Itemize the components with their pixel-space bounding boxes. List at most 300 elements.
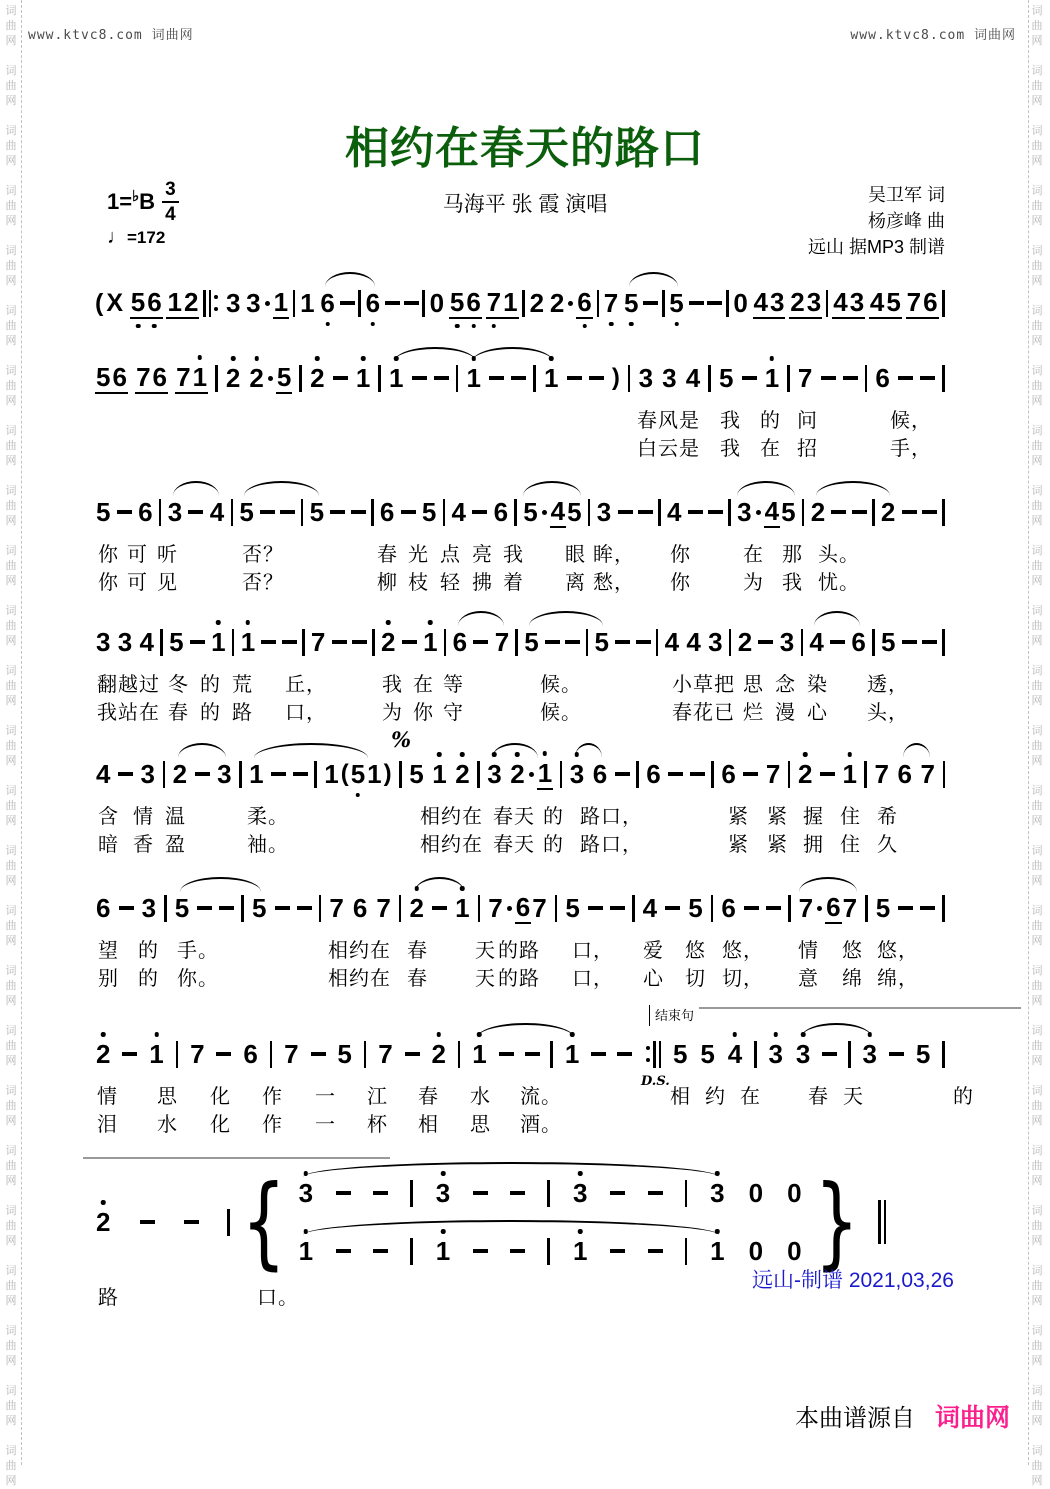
lyric-syllable: 的 xyxy=(138,968,159,990)
note-cluster xyxy=(452,627,468,657)
border-char: 词 xyxy=(5,545,17,557)
note: 6 xyxy=(721,893,736,923)
border-char: 曲 xyxy=(1031,620,1043,632)
lyric-syllable: 春 xyxy=(407,968,428,990)
note-cluster xyxy=(797,363,813,393)
barline xyxy=(729,629,732,656)
lyric-syllable: 春 xyxy=(808,1086,829,1108)
dash-note xyxy=(336,1191,351,1195)
note-cluster xyxy=(486,287,519,319)
note: 1 xyxy=(167,287,182,317)
border-char: 曲 xyxy=(1031,1340,1043,1352)
border-char: 词 xyxy=(1031,185,1043,197)
barline xyxy=(399,895,402,922)
dash-note xyxy=(401,510,416,514)
border-char: 词 xyxy=(1031,65,1043,77)
note-cluster xyxy=(732,288,748,318)
note-cluster xyxy=(166,287,199,319)
barline xyxy=(302,629,305,656)
border-char: 曲 xyxy=(1031,980,1043,992)
dash-note xyxy=(831,510,846,514)
lyric-syllable: 头。 xyxy=(818,544,860,566)
lyric-syllable: 紧 xyxy=(728,834,749,856)
dash-note xyxy=(330,510,345,514)
border-char: 网 xyxy=(5,1235,17,1247)
note-cluster xyxy=(310,627,326,657)
border-char: 网 xyxy=(5,515,17,527)
border-char: 曲 xyxy=(1031,140,1043,152)
border-char: 曲 xyxy=(5,620,17,632)
dash-note xyxy=(525,1052,540,1056)
border-char: 曲 xyxy=(5,260,17,272)
note-cluster xyxy=(141,893,157,923)
lyric-syllable: 我 xyxy=(782,572,803,594)
border-char: 曲 xyxy=(5,800,17,812)
barline xyxy=(160,629,163,656)
note: 6 xyxy=(352,893,368,923)
barline xyxy=(685,1180,688,1207)
note: 5 xyxy=(96,362,111,392)
border-char: 词 xyxy=(1031,245,1043,257)
note: 4 xyxy=(642,893,658,923)
note: 7 xyxy=(486,287,502,319)
note-cluster: 1 ( 5 1 ) xyxy=(323,759,392,789)
note: 3 xyxy=(779,627,795,657)
note-cluster xyxy=(862,1039,878,1069)
lyric-syllable: 相约在 xyxy=(328,968,391,990)
note-cluster xyxy=(380,627,396,657)
note: 4 xyxy=(451,497,466,527)
note-cluster xyxy=(375,893,391,923)
barline xyxy=(872,629,875,656)
lyric-syllable: 可 xyxy=(127,572,148,594)
border-char: 网 xyxy=(5,935,17,947)
border-char: 词 xyxy=(1031,425,1043,437)
barline xyxy=(788,761,791,788)
barline xyxy=(636,761,639,788)
lyric-syllable: 情 xyxy=(133,806,154,828)
note-cluster xyxy=(543,363,559,393)
note: 7 xyxy=(176,362,191,392)
note-cluster xyxy=(841,759,857,789)
dash-note xyxy=(902,640,917,644)
border-char: 词 xyxy=(1031,785,1043,797)
lyric-syllable: 口， xyxy=(572,968,614,990)
border-char: 曲 xyxy=(1031,800,1043,812)
tie-slur-arc xyxy=(492,743,538,758)
border-char: 网 xyxy=(5,95,17,107)
border-char: 网 xyxy=(1031,815,1043,827)
ds-marking: D.S. xyxy=(641,1074,670,1089)
border-char: 网 xyxy=(5,455,17,467)
dash-note xyxy=(297,906,312,910)
note-cluster xyxy=(685,363,701,393)
lyric-syllable: 切， xyxy=(722,968,764,990)
lyric-syllable: 的 xyxy=(543,806,564,828)
note: 7 xyxy=(797,363,813,393)
lyric-syllable: 约 xyxy=(705,1086,726,1108)
note-cluster xyxy=(365,288,381,318)
dash-note xyxy=(821,376,836,380)
dash-note xyxy=(140,1220,155,1224)
note-cluster xyxy=(786,1236,802,1266)
border-char: 网 xyxy=(1031,995,1043,1007)
note-cluster xyxy=(572,1236,588,1266)
border-char: 词 xyxy=(1031,1265,1043,1277)
barline xyxy=(378,365,381,392)
border-char: 网 xyxy=(1031,275,1043,287)
lyric-syllable: 情 xyxy=(97,1086,118,1108)
dash-note xyxy=(742,376,757,380)
lyric-syllable: 的路 xyxy=(498,968,540,990)
border-char: 词 xyxy=(1031,905,1043,917)
barline xyxy=(478,895,481,922)
note-cluster xyxy=(748,1236,764,1266)
lyric-syllable: 杯 xyxy=(367,1114,388,1136)
note: 2 xyxy=(183,287,199,317)
dash-note xyxy=(373,1191,388,1195)
lyric-syllable: 作 xyxy=(262,1086,283,1108)
performers: 马海平 张 霞 演唱 xyxy=(442,193,608,216)
border-char: 词 xyxy=(1031,725,1043,737)
dash-note xyxy=(434,376,449,380)
lyric-syllable: 拥 xyxy=(803,834,824,856)
note: 5 xyxy=(524,627,539,657)
note: 1 xyxy=(249,759,264,789)
note: 6 xyxy=(146,287,162,319)
border-char: 词 xyxy=(1031,1085,1043,1097)
note: 5 xyxy=(421,497,437,527)
lyric-syllable: 问 xyxy=(797,410,818,432)
note-cluster xyxy=(720,893,736,923)
lyric-syllable: 紧 xyxy=(767,806,788,828)
dash-note xyxy=(412,376,427,380)
lyric-syllable: 春天 xyxy=(493,834,535,856)
note-cluster xyxy=(298,1178,314,1208)
lyric-syllable: 紧 xyxy=(767,834,788,856)
barline xyxy=(826,290,829,317)
barline xyxy=(942,290,945,317)
note-cluster xyxy=(880,497,896,527)
dash-note xyxy=(118,772,133,776)
note: 7 xyxy=(765,759,781,789)
note: 1 xyxy=(240,627,256,657)
border-char: 网 xyxy=(5,875,17,887)
lyric-syllable: 一 xyxy=(315,1086,336,1108)
border-char: 曲 xyxy=(1031,1460,1043,1472)
barline xyxy=(728,499,731,526)
lyric-syllable: 我 xyxy=(382,674,403,696)
note-cluster xyxy=(638,363,654,393)
note: 0 xyxy=(748,1178,764,1208)
border-char: 网 xyxy=(5,215,17,227)
note: 7 xyxy=(488,893,503,923)
border-char: 网 xyxy=(5,1475,17,1487)
barline xyxy=(547,1238,550,1265)
composer-credit: 杨彦峰 曲 xyxy=(867,211,945,231)
lyric-syllable: 春 xyxy=(418,1086,439,1108)
border-char: 网 xyxy=(5,155,17,167)
segno-icon: % xyxy=(391,726,412,752)
dash-note xyxy=(707,301,722,305)
border-char: 词 xyxy=(5,965,17,977)
barline xyxy=(754,1041,757,1068)
dash-note xyxy=(889,1052,904,1056)
note: 2 xyxy=(529,288,545,318)
border-char: 网 xyxy=(1031,515,1043,527)
dash-note xyxy=(902,510,917,514)
lyric-syllable: 亮 xyxy=(472,544,493,566)
note: 6 xyxy=(851,627,866,657)
note: 2 xyxy=(509,759,525,789)
border-char: 曲 xyxy=(5,1400,17,1412)
note: 2 xyxy=(454,759,470,789)
border-char: 网 xyxy=(5,1295,17,1307)
note-cluster xyxy=(737,627,753,657)
note: 6 xyxy=(379,497,395,527)
lyric-syllable: 相 xyxy=(418,1114,439,1136)
note-cluster xyxy=(95,1039,111,1069)
lyric-syllable: 江 xyxy=(367,1086,388,1108)
note-cluster xyxy=(95,497,111,527)
note: 7 xyxy=(376,893,391,923)
lyric-syllable: 泪 xyxy=(97,1114,118,1136)
dash-note xyxy=(588,906,603,910)
border-char: 曲 xyxy=(5,440,17,452)
lyric-syllable: 天 xyxy=(843,1086,864,1108)
note-cluster xyxy=(786,1178,802,1208)
border-char: 网 xyxy=(5,275,17,287)
lyric-syllable: 天 xyxy=(475,968,496,990)
note-cluster xyxy=(299,288,315,318)
note-cluster xyxy=(95,1207,111,1237)
barline xyxy=(443,499,446,526)
note: 3 xyxy=(246,288,261,318)
lyric-syllable: 候， xyxy=(890,410,932,432)
note-cluster xyxy=(850,627,866,657)
note: 2 xyxy=(880,497,896,527)
intro-marker: (X xyxy=(95,288,126,317)
note: 4 xyxy=(686,627,701,657)
dash-note xyxy=(405,1052,420,1056)
note: 7 xyxy=(329,893,344,923)
note-cluster xyxy=(687,893,703,923)
border-char: 词 xyxy=(5,1445,17,1457)
note-cluster xyxy=(408,759,424,789)
barline xyxy=(314,761,317,788)
footer-site-link[interactable]: 词曲网 xyxy=(935,1404,1011,1432)
note-cluster xyxy=(808,627,824,657)
lyric-syllable: 口， xyxy=(285,702,327,724)
note: 1 xyxy=(841,759,857,789)
note: 1 xyxy=(298,1236,314,1266)
transcription-date: 远山-制谱 2021,03,26 xyxy=(752,1269,954,1292)
note-cluster xyxy=(175,362,208,394)
lyric-syllable: 在 xyxy=(760,438,781,460)
note: 3 xyxy=(806,287,822,317)
score-line xyxy=(95,360,945,460)
lyric-syllable: 透， xyxy=(867,674,909,696)
note: 0 xyxy=(733,288,748,318)
lyric-syllable: 翻越过 xyxy=(97,674,160,696)
note-cluster xyxy=(167,497,183,527)
lyric-syllable: 春 xyxy=(407,940,428,962)
note: 2 xyxy=(409,893,425,923)
lyric-syllable: 心 xyxy=(643,968,664,990)
lyric-syllable: 希 xyxy=(877,806,898,828)
note: 5 xyxy=(169,627,184,657)
dash-note xyxy=(638,510,653,514)
tie-slur-arc xyxy=(799,877,857,892)
note: 6 xyxy=(646,759,661,789)
key-prefix: 1= xyxy=(107,189,133,214)
note-cluster xyxy=(245,287,289,319)
note-cluster xyxy=(135,362,168,394)
note: 5 xyxy=(875,893,891,923)
note-cluster xyxy=(430,1039,446,1069)
border-char: 网 xyxy=(5,1055,17,1067)
note-cluster xyxy=(920,759,936,789)
notation-row xyxy=(95,494,945,530)
border-char: 词 xyxy=(1031,485,1043,497)
note-cluster xyxy=(789,287,822,319)
lyric-syllable: 荒 xyxy=(232,674,253,696)
border-char: 曲 xyxy=(1031,200,1043,212)
tie-slur-arc xyxy=(814,611,861,626)
dash-note xyxy=(898,376,913,380)
notation-row xyxy=(95,624,945,660)
note: 6 xyxy=(452,627,468,657)
note: 1 xyxy=(564,1039,580,1069)
note-cluster xyxy=(422,627,438,657)
dash-note xyxy=(643,301,658,305)
lyric-syllable: 拂 xyxy=(472,572,493,594)
tie-slur-arc xyxy=(529,611,604,626)
border-char: 词 xyxy=(1031,1205,1043,1217)
barline xyxy=(560,761,563,788)
lyric-syllable: 的路 xyxy=(498,940,540,962)
lyric-syllable: 柳 xyxy=(377,572,398,594)
dash-note xyxy=(610,906,625,910)
note-cluster xyxy=(764,363,780,393)
border-char: 曲 xyxy=(1031,1400,1043,1412)
lyric-syllable: 久 xyxy=(877,834,898,856)
dash-note xyxy=(404,301,419,305)
barline xyxy=(410,1238,413,1265)
tempo-value: =172 xyxy=(127,228,166,247)
lyric-syllable: 为 xyxy=(743,572,764,594)
lyric-syllable: 着 xyxy=(503,572,524,594)
lyric-syllable: 路 xyxy=(232,702,253,724)
lyric-syllable: 手。 xyxy=(177,940,219,962)
border-char: 网 xyxy=(1031,1115,1043,1127)
lyric-syllable: 春天 xyxy=(493,806,535,828)
note: 2 xyxy=(95,1207,111,1237)
border-char: 网 xyxy=(5,575,17,587)
border-char: 曲 xyxy=(5,500,17,512)
note: 2 xyxy=(430,1039,446,1069)
border-char: 曲 xyxy=(5,1340,17,1352)
final-double-bar xyxy=(878,1200,886,1244)
lyric-syllable: 招 xyxy=(797,438,818,460)
lyric-syllable: 流。 xyxy=(520,1086,562,1108)
barline xyxy=(588,499,591,526)
dash-note xyxy=(617,1052,632,1056)
tie-slur-arc xyxy=(472,347,554,362)
lyric-syllable: 眸， xyxy=(593,544,635,566)
dash-note xyxy=(385,301,400,305)
border-char: 词 xyxy=(1031,305,1043,317)
note-cluster xyxy=(709,1236,725,1266)
dash-note xyxy=(689,301,704,305)
border-char: 网 xyxy=(5,995,17,1007)
barline xyxy=(444,629,447,656)
note-cluster xyxy=(379,497,395,527)
note-cluster xyxy=(709,1178,725,1208)
border-char: 网 xyxy=(1031,695,1043,707)
border-char: 词 xyxy=(5,1145,17,1157)
border-char: 词 xyxy=(5,1325,17,1337)
barline xyxy=(586,629,589,656)
note: 1 xyxy=(764,363,780,393)
note: 6 xyxy=(493,497,509,527)
border-char: 曲 xyxy=(5,680,17,692)
border-char: 网 xyxy=(5,755,17,767)
tie-slur-arc xyxy=(477,1023,575,1038)
dash-note xyxy=(216,1052,231,1056)
dash-note xyxy=(743,772,758,776)
border-char: 词 xyxy=(1031,845,1043,857)
border-char: 曲 xyxy=(1031,740,1043,752)
barline xyxy=(239,761,242,788)
tie-slur-arc xyxy=(244,481,320,496)
note-cluster xyxy=(767,1039,783,1069)
watermark-top-right: www.ktvc8.com 词曲网 xyxy=(850,28,1016,43)
border-char: 曲 xyxy=(1031,1040,1043,1052)
lyric-syllable: 路 xyxy=(98,1287,119,1309)
lyric-syllable: 悠 xyxy=(842,940,863,962)
note: 1 xyxy=(324,759,339,789)
border-char: 词 xyxy=(1031,365,1043,377)
note: 5 xyxy=(565,893,580,923)
lyric-syllable: 你 xyxy=(670,544,691,566)
note-cluster xyxy=(209,497,225,527)
note-cluster xyxy=(435,1178,451,1208)
border-char: 曲 xyxy=(1031,80,1043,92)
lyric-syllable: 悠， xyxy=(722,940,764,962)
note: 3 xyxy=(167,497,183,527)
lyric-syllable: 白云是 xyxy=(637,438,700,460)
note-cluster xyxy=(569,759,585,789)
tie-slur-arc xyxy=(523,481,581,496)
dash-note xyxy=(432,906,447,910)
note-cluster xyxy=(225,288,241,318)
barline xyxy=(241,895,244,922)
barline xyxy=(301,499,304,526)
lyric-syllable: 思 xyxy=(743,674,764,696)
note-cluster xyxy=(137,497,153,527)
dash-note xyxy=(499,1052,514,1056)
note: 6 xyxy=(138,497,153,527)
note-cluster xyxy=(377,1039,393,1069)
song-title: 相约在春天的路口 xyxy=(345,124,705,173)
barline xyxy=(555,895,558,922)
border-char: 曲 xyxy=(5,560,17,572)
note-cluster xyxy=(596,497,612,527)
note: 6 xyxy=(923,287,938,317)
border-char: 词 xyxy=(1031,605,1043,617)
note: 0 xyxy=(429,288,445,318)
